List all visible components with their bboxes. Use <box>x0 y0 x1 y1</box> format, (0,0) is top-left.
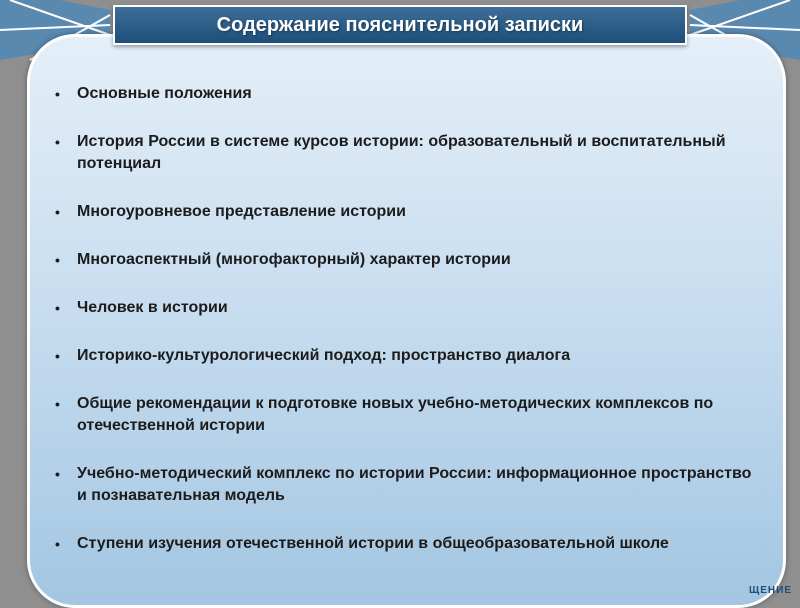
bullet-icon: • <box>55 396 60 412</box>
list-item <box>52 249 752 271</box>
list-item-text: Основные положения <box>77 85 252 102</box>
bullet-list <box>52 83 752 581</box>
list-item <box>52 533 752 555</box>
bullet-icon: • <box>55 134 60 150</box>
list-item-text: Историко-культурологический подход: пространство диалога <box>77 347 571 364</box>
list-item-text: Общие рекомендации к подготовке новых учебно-методических комплексов по отечественной истории <box>77 395 714 434</box>
bullet-icon: • <box>55 536 60 552</box>
list-item <box>52 83 752 105</box>
bullet-icon: • <box>55 348 60 364</box>
list-item <box>52 393 752 437</box>
list-item <box>52 345 752 367</box>
list-item <box>52 463 752 507</box>
bullet-icon: • <box>55 466 60 482</box>
list-item-text: Учебно-методический комплекс по истории России: информационное пространство и познавательная модель <box>77 465 752 504</box>
bullet-icon: • <box>55 252 60 268</box>
list-item-text: Ступени изучения отечественной истории в общеобразовательной школе <box>77 535 669 552</box>
list-item-text: История России в системе курсов истории: образовательный и воспитательный потенциал <box>77 133 726 172</box>
list-item-text: Многоаспектный (многофакторный) характер истории <box>77 251 511 268</box>
slide-title: Содержание пояснительной записки <box>216 13 584 36</box>
bullet-icon: • <box>55 86 60 102</box>
bullet-icon: • <box>55 204 60 220</box>
list-item <box>52 297 752 319</box>
bullet-icon: • <box>55 300 60 316</box>
list-item <box>52 131 752 175</box>
list-item <box>52 201 752 223</box>
list-item-text: Человек в истории <box>77 299 228 316</box>
title-bar <box>113 5 687 45</box>
list-item-text: Многоуровневое представление истории <box>77 203 406 220</box>
logo: ЩЕНИЕ <box>749 585 792 596</box>
